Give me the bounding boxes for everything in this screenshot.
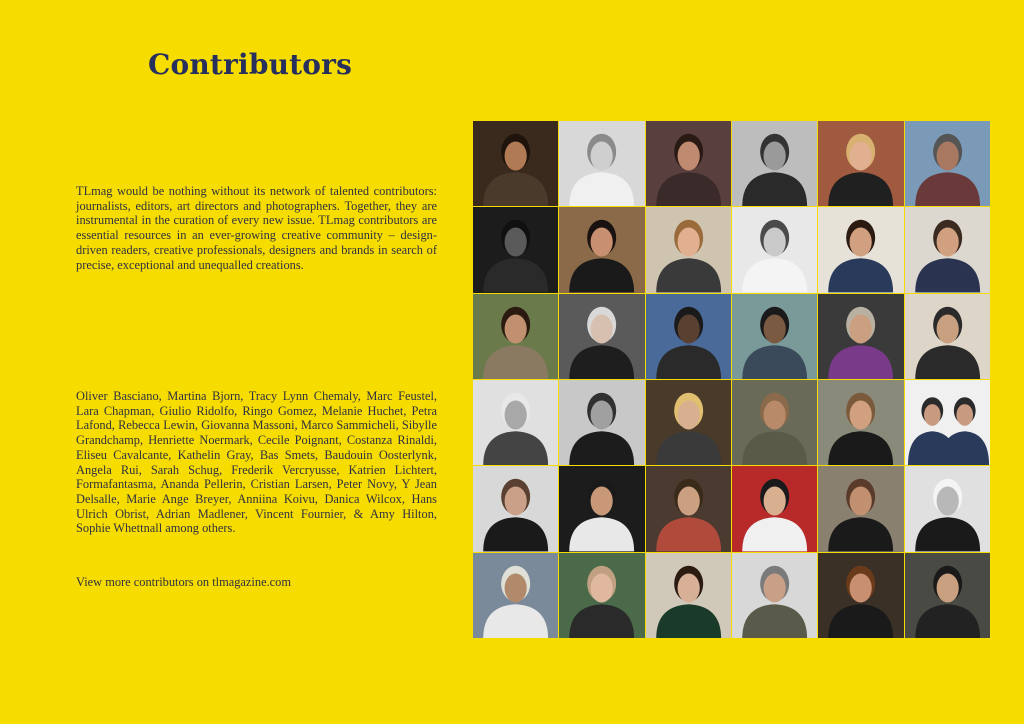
- contributor-portrait: [905, 294, 990, 379]
- contributor-portrait: [559, 121, 644, 206]
- contributor-portrait: [905, 207, 990, 292]
- contributor-portrait: [559, 294, 644, 379]
- contributor-portrait: [905, 380, 990, 465]
- contributor-portrait: [732, 207, 817, 292]
- contributor-portrait: [646, 207, 731, 292]
- contributor-portrait: [646, 553, 731, 638]
- contributor-portrait: [473, 294, 558, 379]
- more-contributors-link[interactable]: View more contributors on tlmagazine.com: [76, 575, 291, 589]
- contributor-portrait: [905, 466, 990, 551]
- contributor-portrait: [818, 121, 903, 206]
- contributor-portrait: [559, 207, 644, 292]
- contributor-portrait: [732, 121, 817, 206]
- contributor-portrait: [646, 121, 731, 206]
- contributor-portrait: [732, 553, 817, 638]
- contributor-portrait: [818, 553, 903, 638]
- contributor-portrait: [559, 466, 644, 551]
- contributor-portrait: [646, 466, 731, 551]
- page-title: Contributors: [148, 48, 353, 81]
- contributor-portrait: [473, 380, 558, 465]
- intro-paragraph: TLmag would be nothing without its network of talented contributors: journalists, editors, art directors and photographers. Together, they are instrumental in the curation of every new issue. TLmag contributors are essential resources in an ever-growing creative community – design-driven readers, creative professionals, designers and brands in search of precise, exceptional and unequalled creations.: [76, 184, 437, 272]
- contributor-portrait: [646, 380, 731, 465]
- contributor-portrait: [559, 380, 644, 465]
- contributor-portrait: [473, 121, 558, 206]
- contributor-portrait: [473, 466, 558, 551]
- portrait-grid: [473, 121, 990, 638]
- contributor-portrait: [905, 121, 990, 206]
- contributor-portrait: [905, 553, 990, 638]
- contributor-portrait: [732, 380, 817, 465]
- contributor-portrait: [732, 466, 817, 551]
- contributor-portrait: [559, 553, 644, 638]
- contributor-portrait: [473, 553, 558, 638]
- contributor-portrait: [473, 207, 558, 292]
- contributor-portrait: [818, 466, 903, 551]
- contributor-portrait: [818, 294, 903, 379]
- contributor-portrait: [818, 207, 903, 292]
- contributor-portrait: [818, 380, 903, 465]
- contributors-list: Oliver Basciano, Martina Bjorn, Tracy Lynn Chemaly, Marc Feustel, Lara Chapman, Giulio Ridolfo, Ringo Gomez, Melanie Huchet, Petra Lafond, Rebecca Lewin, Giovanna Massoni, Marco Sammicheli, Sibylle Grandchamp, Henriette Noermark, Cecile Poignant, Costanza Rinaldi, Eliseu Cavalcante, Kathelin Gray, Bas Smets, Baudouin Oosterlynk, Angela Rui, Sarah Schug, Frederik Vercryusse, Katrien Lichtert, Formafantasma, Ananda Pellerin, Cristian Larsen, Peter Novy, Y Jean Delsalle, Marie Ange Breyer, Anniina Koivu, Danica Wilcox, Hans Ulrich Obrist, Adrian Madlener, Vincent Fournier, & Amy Hilton, Sophie Whettnall among others.: [76, 389, 437, 536]
- contributor-portrait: [646, 294, 731, 379]
- contributor-portrait: [732, 294, 817, 379]
